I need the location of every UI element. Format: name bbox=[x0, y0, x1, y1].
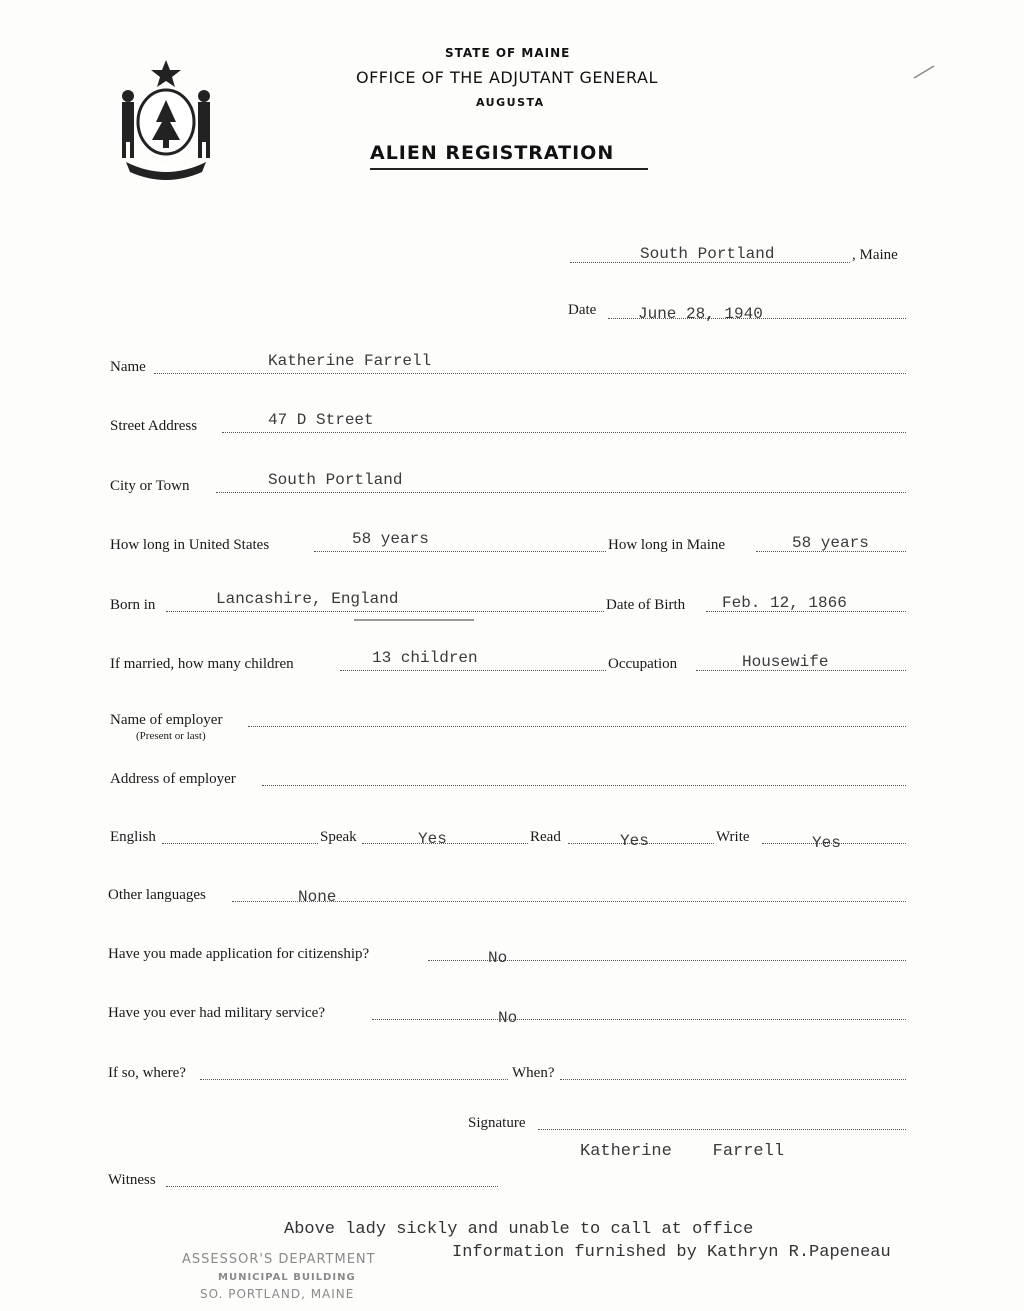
witness-line bbox=[166, 1186, 498, 1187]
how-long-us-line bbox=[314, 551, 606, 552]
signature-line bbox=[538, 1129, 906, 1130]
military-line bbox=[372, 1019, 906, 1020]
children-value: 13 children bbox=[372, 649, 478, 667]
city-label: City or Town bbox=[110, 478, 190, 494]
children-label: If married, how many children bbox=[110, 656, 294, 672]
other-languages-label: Other languages bbox=[108, 887, 206, 903]
location-town: South Portland bbox=[640, 245, 775, 263]
street-value: 47 D Street bbox=[268, 411, 374, 429]
header-state: STATE OF MAINE bbox=[445, 46, 571, 60]
name-value: Katherine Farrell bbox=[268, 352, 432, 370]
how-long-maine-label: How long in Maine bbox=[608, 537, 726, 553]
stamp-line-3: SO. PORTLAND, MAINE bbox=[200, 1287, 355, 1301]
english-label: English bbox=[110, 829, 156, 845]
how-long-us-value: 58 years bbox=[352, 530, 429, 548]
maine-state-seal bbox=[112, 56, 220, 182]
how-long-maine-value: 58 years bbox=[792, 534, 869, 552]
occupation-label: Occupation bbox=[608, 656, 678, 672]
born-in-label: Born in bbox=[110, 597, 156, 613]
stamp-line-2: MUNICIPAL BUILDING bbox=[218, 1272, 356, 1283]
location-suffix: , Maine bbox=[852, 247, 898, 263]
employer-line bbox=[248, 726, 906, 727]
english-line bbox=[162, 843, 318, 844]
dob-label: Date of Birth bbox=[606, 597, 686, 613]
note-line-2: Information furnished by Kathryn R.Papeneau bbox=[452, 1243, 891, 1262]
how-long-us-label: How long in United States bbox=[110, 537, 270, 553]
children-line bbox=[340, 670, 606, 671]
dob-value: Feb. 12, 1866 bbox=[722, 594, 847, 612]
born-in-value: Lancashire, England bbox=[216, 590, 399, 608]
note-line-1: Above lady sickly and unable to call at office bbox=[284, 1220, 754, 1239]
other-languages-value: None bbox=[298, 888, 337, 906]
witness-label: Witness bbox=[108, 1172, 156, 1188]
where-label: If so, where? bbox=[108, 1065, 186, 1081]
citizenship-label: Have you made application for citizenship? bbox=[108, 946, 370, 962]
read-label: Read bbox=[530, 829, 561, 845]
occupation-value: Housewife bbox=[742, 653, 829, 671]
city-line bbox=[216, 492, 906, 493]
name-label: Name bbox=[110, 359, 146, 375]
when-label: When? bbox=[512, 1065, 555, 1081]
seal-banner-text: MAINE bbox=[148, 162, 186, 172]
pencil-mark bbox=[912, 64, 936, 80]
signature-value: Katherine Farrell bbox=[580, 1142, 785, 1161]
when-line bbox=[560, 1079, 906, 1080]
read-value: Yes bbox=[620, 832, 649, 850]
date-value: June 28, 1940 bbox=[638, 305, 763, 323]
header-city: AUGUSTA bbox=[476, 96, 545, 109]
title-underline bbox=[370, 168, 648, 170]
citizenship-value: No bbox=[488, 949, 508, 967]
employer-address-label: Address of employer bbox=[110, 771, 236, 787]
street-label: Street Address bbox=[110, 418, 198, 434]
employer-label: Name of employer bbox=[110, 712, 223, 728]
speak-value: Yes bbox=[418, 830, 447, 848]
date-label: Date bbox=[568, 302, 597, 318]
signature-label: Signature bbox=[468, 1115, 526, 1131]
header-office: OFFICE OF THE ADJUTANT GENERAL bbox=[356, 68, 658, 87]
employer-sublabel: (Present or last) bbox=[136, 730, 206, 742]
employer-address-line bbox=[262, 785, 906, 786]
speak-label: Speak bbox=[320, 829, 357, 845]
name-line bbox=[154, 373, 906, 374]
city-value: South Portland bbox=[268, 471, 403, 489]
form-title: ALIEN REGISTRATION bbox=[370, 142, 615, 164]
stamp-line-1: ASSESSOR'S DEPARTMENT bbox=[182, 1252, 376, 1267]
write-value: Yes bbox=[812, 834, 841, 852]
military-label: Have you ever had military service? bbox=[108, 1005, 325, 1021]
born-in-underline bbox=[354, 619, 474, 621]
military-value: No bbox=[498, 1009, 518, 1027]
street-line bbox=[222, 432, 906, 433]
where-line bbox=[200, 1079, 508, 1080]
born-in-line bbox=[166, 611, 604, 612]
write-label: Write bbox=[716, 829, 750, 845]
